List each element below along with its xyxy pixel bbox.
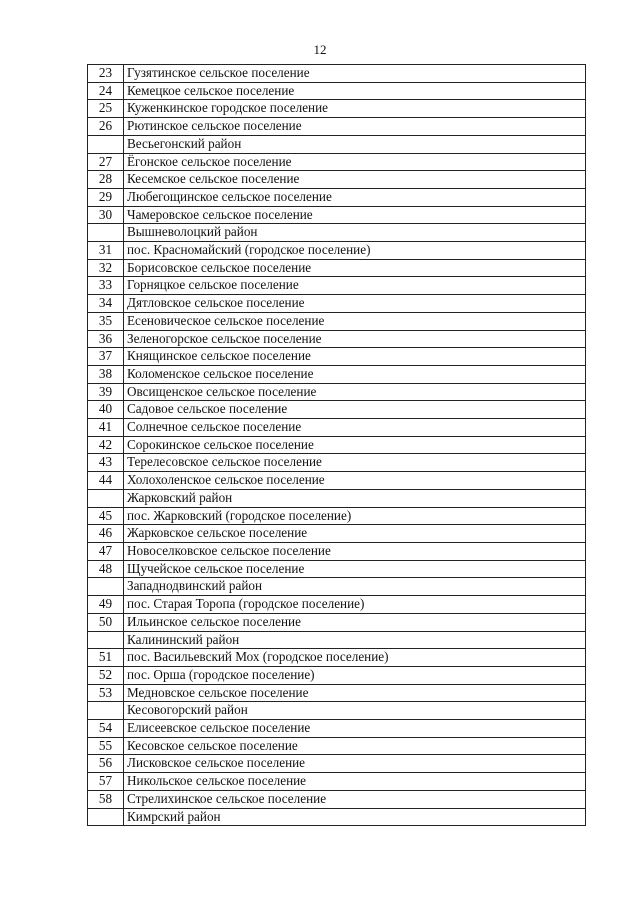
row-number: [88, 702, 124, 720]
settlement-name: Дятловское сельское поселение: [124, 295, 586, 313]
table-row: [88, 613, 586, 631]
settlement-name: Рютинское сельское поселение: [124, 118, 586, 136]
row-number: 33: [88, 277, 124, 295]
row-number: [88, 224, 124, 242]
settlement-name: Холохоленское сельское поселение: [124, 472, 586, 490]
row-number: 29: [88, 188, 124, 206]
row-number: 28: [88, 171, 124, 189]
row-number: 36: [88, 330, 124, 348]
table-row: [88, 666, 586, 684]
table-row: [88, 153, 586, 171]
table-row: [88, 755, 586, 773]
settlement-name: Терелесовское сельское поселение: [124, 454, 586, 472]
table-row: [88, 525, 586, 543]
settlement-name: пос. Орша (городское поселение): [124, 666, 586, 684]
row-number: 26: [88, 118, 124, 136]
row-number: 51: [88, 649, 124, 667]
table-row: [88, 365, 586, 383]
table-row: [88, 560, 586, 578]
table-row: [88, 472, 586, 490]
table-row: [88, 507, 586, 525]
settlement-name: Чамеровское сельское поселение: [124, 206, 586, 224]
table-row: [88, 206, 586, 224]
table-row: [88, 171, 586, 189]
row-number: 41: [88, 419, 124, 437]
settlement-name: Кемецкое сельское поселение: [124, 82, 586, 100]
settlement-name: Медновское сельское поселение: [124, 684, 586, 702]
row-number: 37: [88, 348, 124, 366]
row-number: 30: [88, 206, 124, 224]
settlement-name: Солнечное сельское поселение: [124, 419, 586, 437]
settlement-name: Жарковское сельское поселение: [124, 525, 586, 543]
table-row: [88, 100, 586, 118]
district-header-row: [88, 489, 586, 507]
settlement-name: Кесемское сельское поселение: [124, 171, 586, 189]
district-name: Кесовогорский район: [124, 702, 586, 720]
row-number: 40: [88, 401, 124, 419]
district-header-row: [88, 224, 586, 242]
district-name: Западнодвинский район: [124, 578, 586, 596]
table-row: [88, 65, 586, 83]
settlement-name: Куженкинское городское поселение: [124, 100, 586, 118]
row-number: 31: [88, 242, 124, 260]
row-number: 42: [88, 436, 124, 454]
district-name: Жарковский район: [124, 489, 586, 507]
settlement-name: Елисеевское сельское поселение: [124, 720, 586, 738]
row-number: 44: [88, 472, 124, 490]
row-number: [88, 135, 124, 153]
table-row: [88, 330, 586, 348]
row-number: 46: [88, 525, 124, 543]
row-number: 24: [88, 82, 124, 100]
row-number: 34: [88, 295, 124, 313]
table-row: [88, 436, 586, 454]
settlement-name: пос. Старая Торопа (городское поселение): [124, 596, 586, 614]
settlement-name: пос. Красномайский (городское поселение): [124, 242, 586, 260]
settlements-table: [87, 64, 586, 826]
table-row: [88, 454, 586, 472]
settlement-name: Любегощинское сельское поселение: [124, 188, 586, 206]
table-row: [88, 649, 586, 667]
district-header-row: [88, 578, 586, 596]
row-number: 38: [88, 365, 124, 383]
row-number: 52: [88, 666, 124, 684]
row-number: 35: [88, 312, 124, 330]
row-number: 55: [88, 737, 124, 755]
settlement-name: Гузятинское сельское поселение: [124, 65, 586, 83]
row-number: 50: [88, 613, 124, 631]
district-header-row: [88, 702, 586, 720]
row-number: 53: [88, 684, 124, 702]
settlement-name: Горняцкое сельское поселение: [124, 277, 586, 295]
row-number: 39: [88, 383, 124, 401]
settlement-name: Садовое сельское поселение: [124, 401, 586, 419]
table-row: [88, 401, 586, 419]
table-row: [88, 259, 586, 277]
table-row: [88, 773, 586, 791]
settlement-name: Стрелихинское сельское поселение: [124, 790, 586, 808]
row-number: 48: [88, 560, 124, 578]
table-body: [88, 65, 586, 826]
row-number: [88, 631, 124, 649]
table-row: [88, 720, 586, 738]
settlement-name: Кесовское сельское поселение: [124, 737, 586, 755]
row-number: [88, 578, 124, 596]
district-header-row: [88, 135, 586, 153]
row-number: 32: [88, 259, 124, 277]
settlement-name: Овсищенское сельское поселение: [124, 383, 586, 401]
table-row: [88, 277, 586, 295]
settlement-name: Сорокинское сельское поселение: [124, 436, 586, 454]
row-number: 54: [88, 720, 124, 738]
row-number: 56: [88, 755, 124, 773]
row-number: [88, 808, 124, 826]
district-name: Вышневолоцкий район: [124, 224, 586, 242]
table-row: [88, 596, 586, 614]
settlement-name: Ёгонское сельское поселение: [124, 153, 586, 171]
table-row: [88, 295, 586, 313]
row-number: 45: [88, 507, 124, 525]
settlement-name: Княщинское сельское поселение: [124, 348, 586, 366]
settlement-name: Никольское сельское поселение: [124, 773, 586, 791]
settlement-name: Новоселковское сельское поселение: [124, 542, 586, 560]
row-number: 47: [88, 542, 124, 560]
table-row: [88, 383, 586, 401]
settlement-name: Ильинское сельское поселение: [124, 613, 586, 631]
row-number: 27: [88, 153, 124, 171]
row-number: 23: [88, 65, 124, 83]
table-row: [88, 790, 586, 808]
row-number: 25: [88, 100, 124, 118]
district-header-row: [88, 631, 586, 649]
settlement-name: Щучейское сельское поселение: [124, 560, 586, 578]
row-number: [88, 489, 124, 507]
district-name: Калининский район: [124, 631, 586, 649]
settlement-name: Борисовское сельское поселение: [124, 259, 586, 277]
settlement-name: Коломенское сельское поселение: [124, 365, 586, 383]
row-number: 58: [88, 790, 124, 808]
table-row: [88, 188, 586, 206]
settlement-name: Зеленогорское сельское поселение: [124, 330, 586, 348]
row-number: 43: [88, 454, 124, 472]
table-row: [88, 118, 586, 136]
settlement-name: пос. Васильевский Мох (городское поселение): [124, 649, 586, 667]
table-row: [88, 242, 586, 260]
settlement-name: Есеновическое сельское поселение: [124, 312, 586, 330]
table-row: [88, 82, 586, 100]
row-number: 49: [88, 596, 124, 614]
table-row: [88, 419, 586, 437]
settlement-name: пос. Жарковский (городское поселение): [124, 507, 586, 525]
table-row: [88, 684, 586, 702]
table-row: [88, 542, 586, 560]
page-number: 12: [313, 42, 327, 57]
district-name: Весьегонский район: [124, 135, 586, 153]
district-header-row: [88, 808, 586, 826]
table-row: [88, 312, 586, 330]
table-row: [88, 737, 586, 755]
settlement-name: Лисковское сельское поселение: [124, 755, 586, 773]
district-name: Кимрский район: [124, 808, 586, 826]
row-number: 57: [88, 773, 124, 791]
table-row: [88, 348, 586, 366]
